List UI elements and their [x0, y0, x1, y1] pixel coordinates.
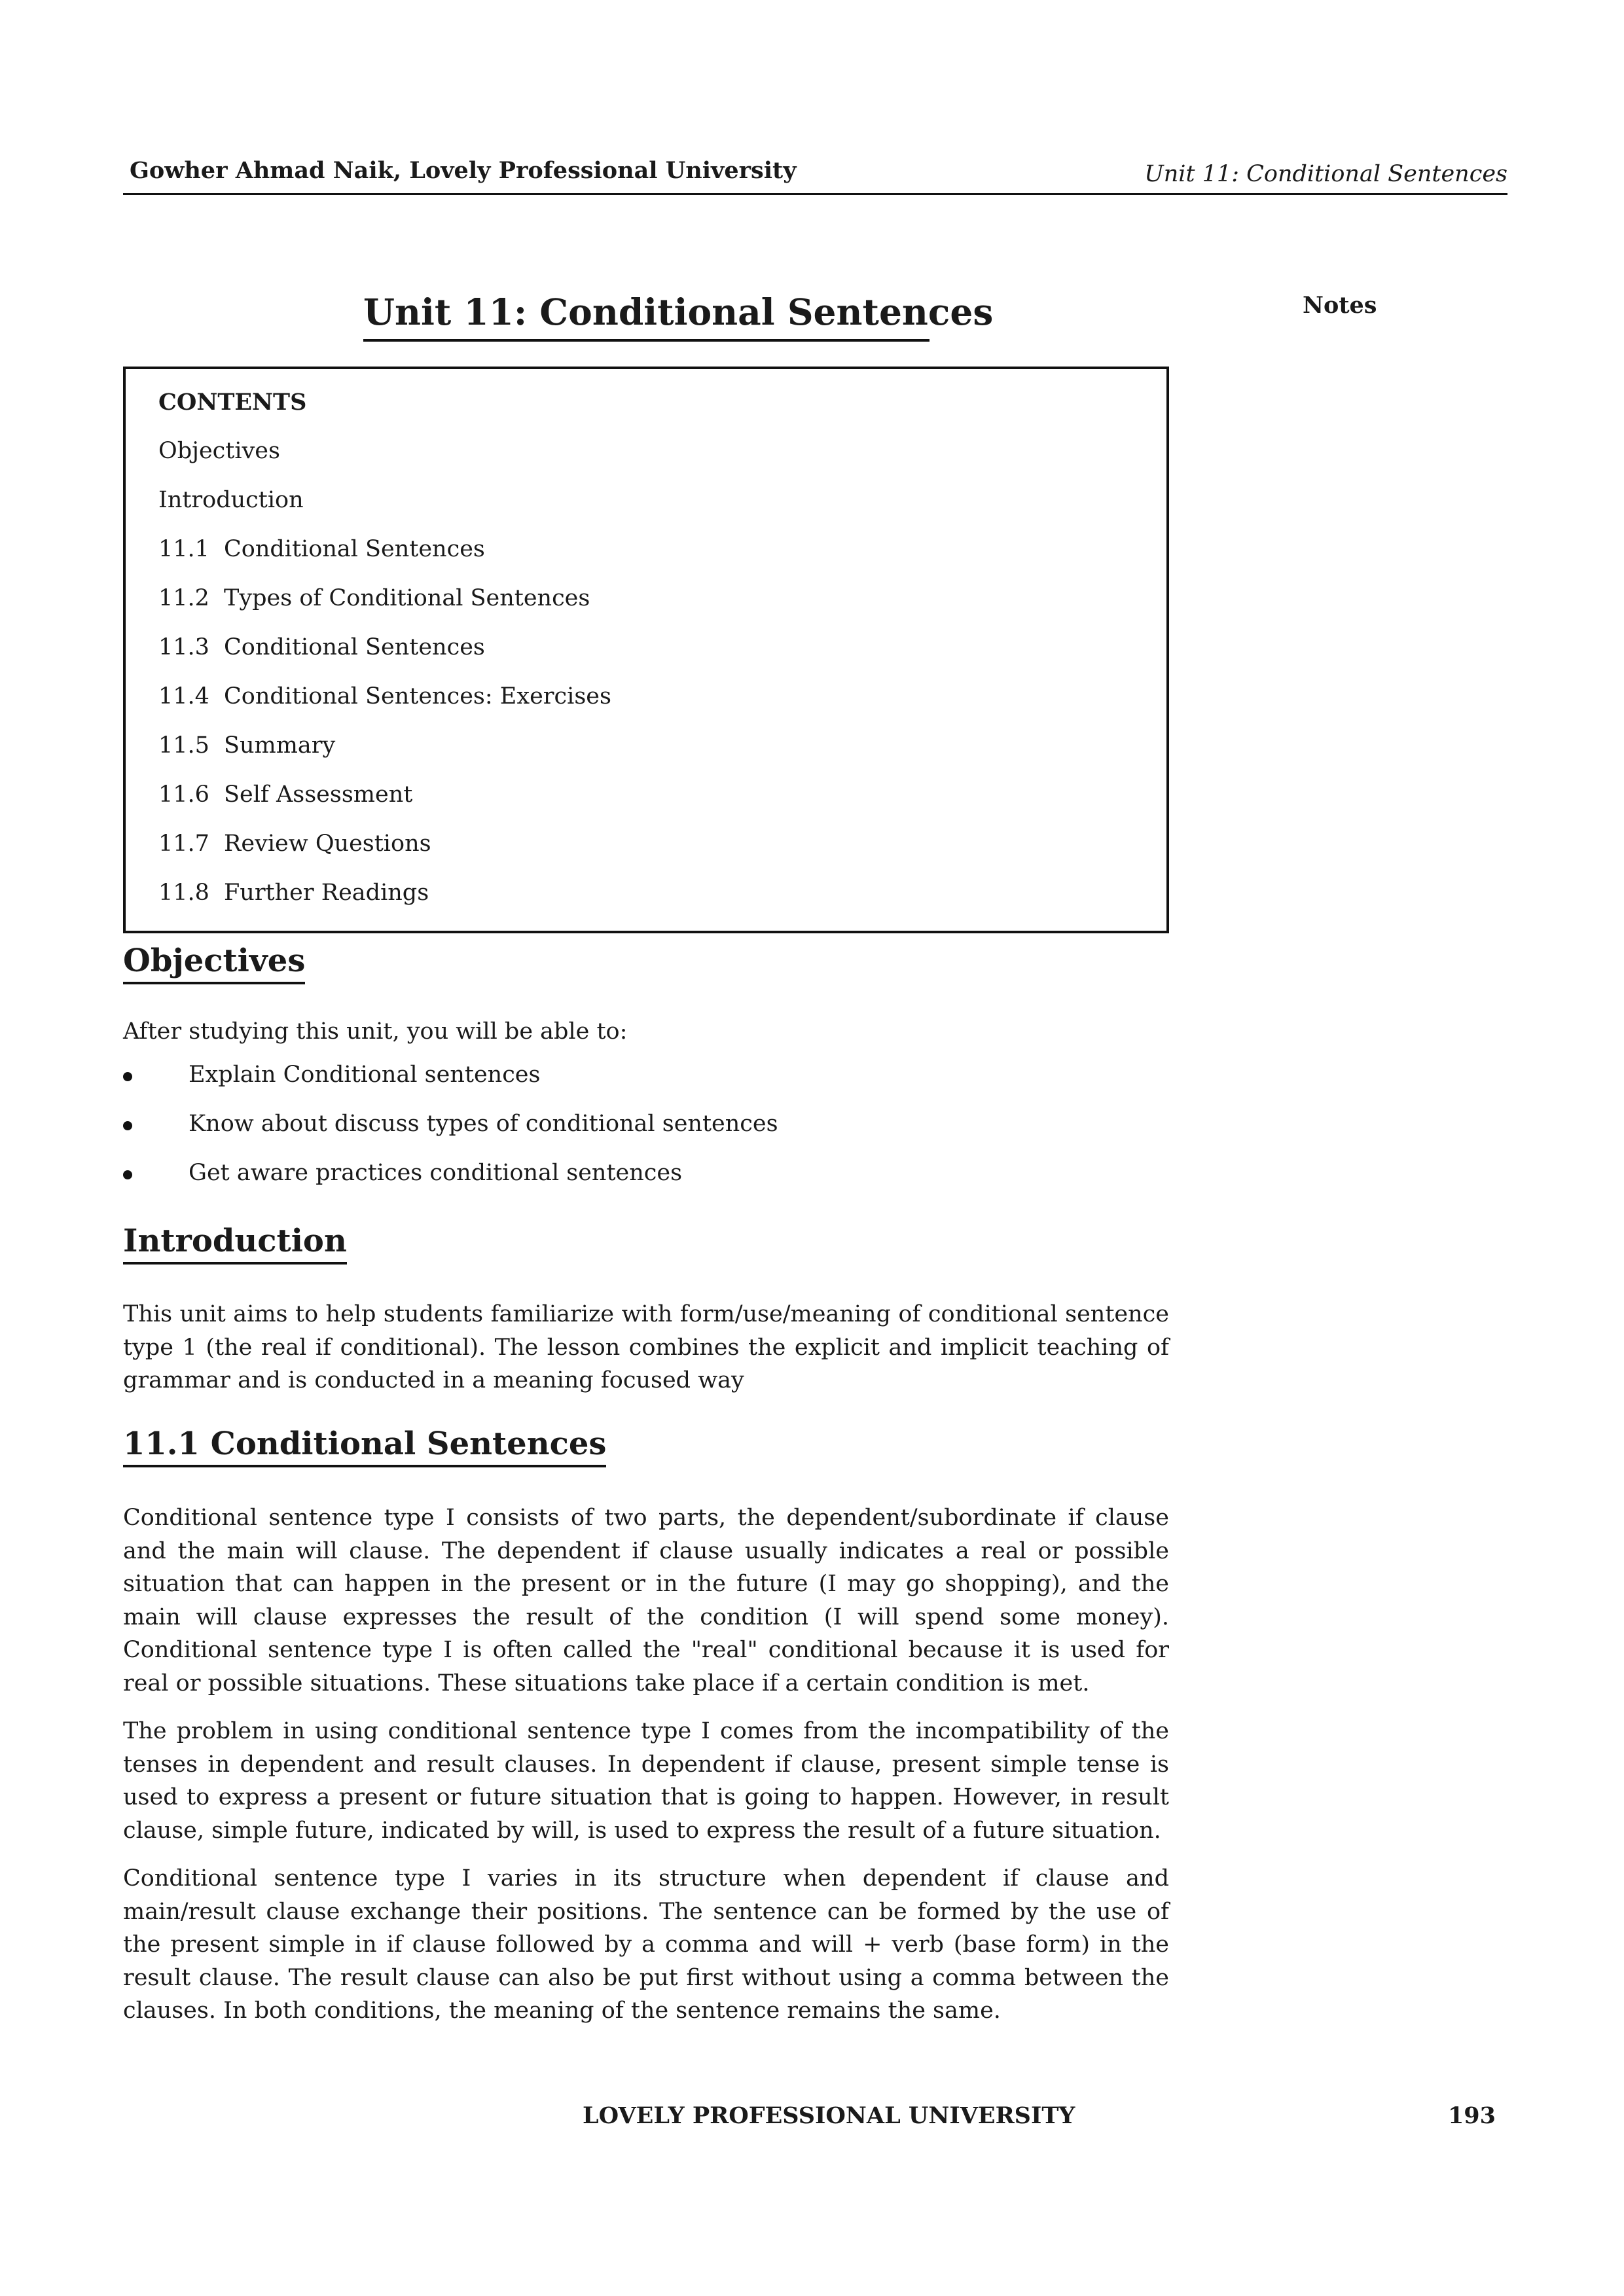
page-title: Unit 11: Conditional Sentences	[363, 287, 929, 342]
bullet-icon	[123, 1170, 132, 1179]
contents-item-number: 11.2	[158, 585, 209, 611]
contents-item-label: Self Assessment	[224, 781, 413, 808]
objective-text: Get aware practices conditional sentences	[189, 1160, 683, 1186]
contents-item-number: 11.3	[158, 634, 209, 660]
contents-item-11-2	[158, 585, 590, 611]
contents-heading: CONTENTS	[158, 389, 307, 416]
section-paragraph: Conditional sentence type I varies in its structure when dependent if clause and main/result clause exchange their positions. The sentence can be formed by the use of the present simple in if clause followed by a comma and will + verb (base form) in the result clause. The result clause can also be put first without using a comma between the clauses. In both conditions, the meaning of the sentence remains the same.	[123, 1865, 1169, 2024]
contents-item-introduction	[158, 487, 304, 513]
objective-text: Explain Conditional sentences	[189, 1062, 541, 1088]
contents-item-label: Conditional Sentences	[224, 634, 485, 660]
objectives-heading: Objectives	[123, 942, 305, 984]
contents-item-label: Review Questions	[224, 831, 431, 857]
contents-item-number: 11.7	[158, 831, 209, 857]
bullet-icon	[123, 1121, 132, 1130]
section-11-1-heading: 11.1 Conditional Sentences	[123, 1426, 606, 1467]
contents-item-label: Conditional Sentences	[224, 536, 485, 562]
contents-item-number: 11.4	[158, 683, 209, 709]
contents-item-number: 11.8	[158, 880, 209, 906]
running-header-unit: Unit 11: Conditional Sentences	[1144, 161, 1507, 187]
page-number: 193	[1447, 2102, 1496, 2129]
contents-item-11-6	[158, 781, 412, 808]
margin-notes-label: Notes	[1303, 292, 1377, 319]
contents-item-11-1	[158, 536, 485, 562]
contents-item-11-7	[158, 831, 431, 857]
section-paragraph: The problem in using conditional sentence type I comes from the incompatibility of the tenses in dependent and result clauses. In dependent if clause, present simple tense is used to express a present or future situation that is going to happen. However, in result clause, simple future, indicated by will, is used to express the result of a future situation.	[123, 1718, 1169, 1844]
contents-item-number: 11.6	[158, 781, 209, 808]
contents-item-label: Objectives	[158, 438, 280, 464]
objectives-intro: After studying this unit, you will be able to:	[123, 1018, 628, 1045]
header-rule	[123, 193, 1507, 195]
section-paragraph: Conditional sentence type I consists of two parts, the dependent/subordinate if clause and the main will clause. The dependent if clause usually indicates a real or possible situation that can happen in the present or in the future (I may go shopping), and the main will clause expresses the result of the condition (I will spend some money). Conditional sentence type I is often called the "real" conditional because it is used for real or possible situations. These situations take place if a certain condition is met.	[123, 1505, 1169, 1696]
introduction-heading: Introduction	[123, 1223, 347, 1265]
running-header-author: Gowher Ahmad Naik, Lovely Professional University	[130, 157, 797, 184]
contents-item-11-5	[158, 732, 335, 759]
contents-item-objectives	[158, 438, 280, 464]
contents-item-11-8	[158, 880, 429, 906]
contents-box	[123, 367, 1169, 933]
contents-item-number: 11.5	[158, 732, 209, 759]
contents-item-label: Types of Conditional Sentences	[224, 585, 590, 611]
contents-item-number: 11.1	[158, 536, 209, 562]
bullet-icon	[123, 1072, 132, 1081]
contents-item-11-4	[158, 683, 611, 709]
objective-text: Know about discuss types of conditional sentences	[189, 1111, 778, 1137]
footer-university: LOVELY PROFESSIONAL UNIVERSITY	[583, 2102, 1075, 2129]
contents-item-label: Conditional Sentences: Exercises	[224, 683, 611, 709]
contents-item-label: Introduction	[158, 487, 304, 513]
introduction-paragraph: This unit aims to help students familiarize with form/use/meaning of conditional sentence type 1 (the real if conditional). The lesson combines the explicit and implicit teaching of grammar and is conducted in a meaning focused way	[123, 1301, 1169, 1393]
contents-item-11-3	[158, 634, 485, 660]
contents-item-label: Further Readings	[224, 880, 429, 906]
contents-item-label: Summary	[224, 732, 336, 759]
